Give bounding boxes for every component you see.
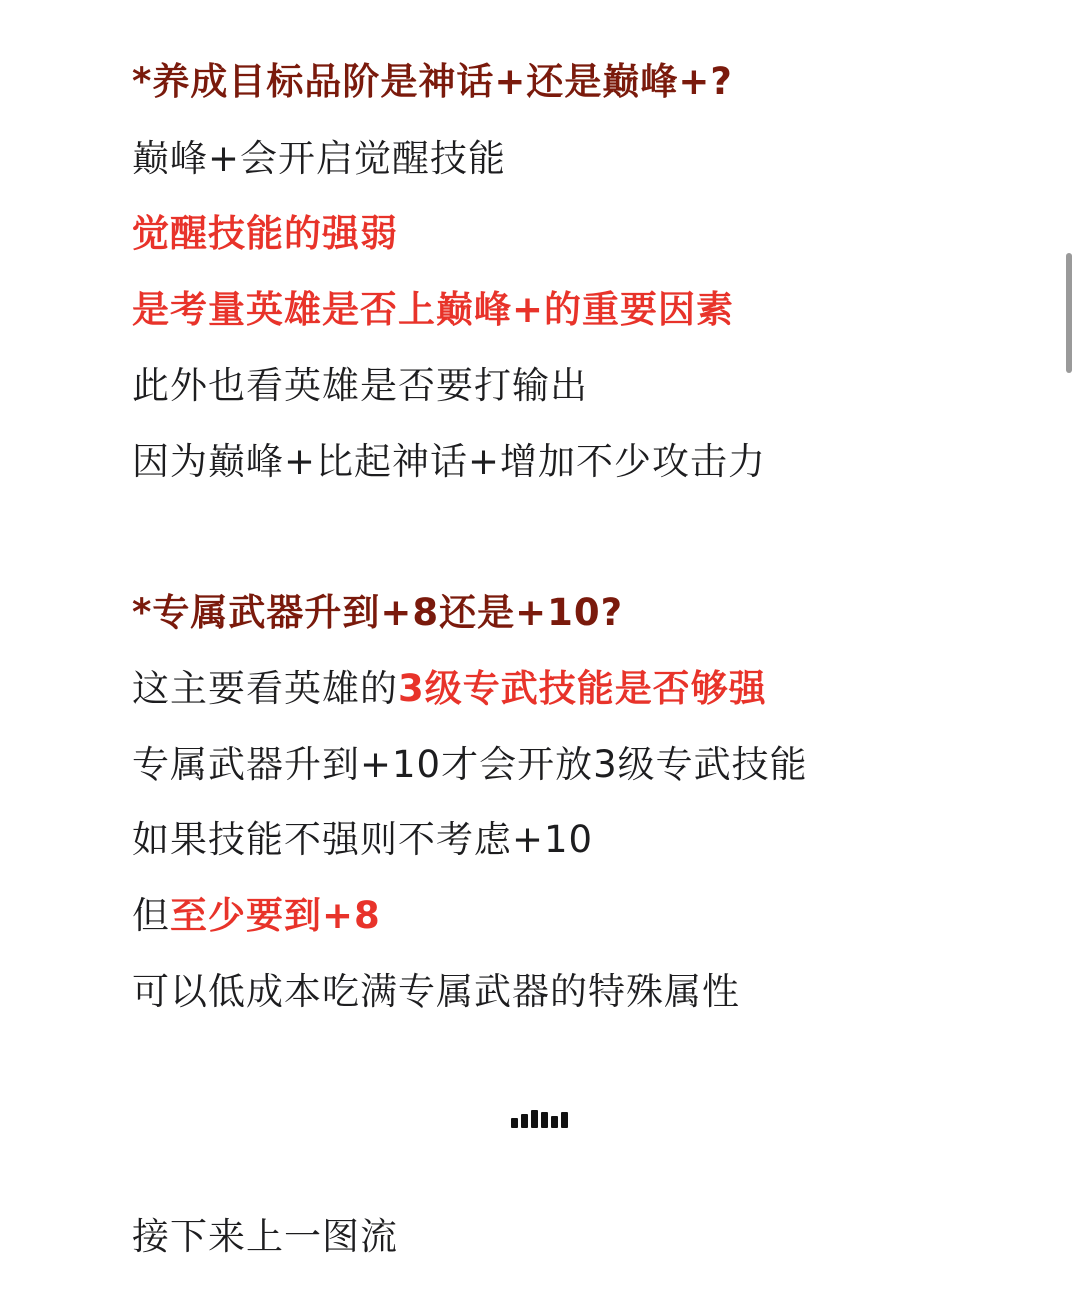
divider-bar [531,1110,538,1128]
vertical-scrollbar[interactable] [1066,253,1072,373]
section2-line4-highlight: 至少要到+8 [170,894,381,937]
section2-line1 [132,667,767,711]
section2-line2: 专属武器升到+10才会开放3级专武技能 [132,743,808,786]
divider-bar [541,1112,548,1128]
section1-highlight1: 觉醒技能的强弱 [132,212,398,255]
divider-bar [521,1114,528,1128]
footer-text: 接下来上一图流 [132,1215,398,1258]
section1-line3: 因为巅峰+比起神话+增加不少攻击力 [132,440,767,483]
section2-line4-prefix: 但 [132,894,170,937]
section2-line3: 如果技能不强则不考虑+10 [132,818,594,861]
section1-line1: 巅峰+会开启觉醒技能 [132,137,507,180]
section1-heading: *养成目标品阶是神话+还是巅峰+? [132,60,733,103]
divider-bar [561,1112,568,1128]
section2-line1-prefix: 这主要看英雄的 [132,667,398,710]
section2-line1-highlight: 3级专武技能是否够强 [398,667,767,710]
section2-line4 [132,894,381,938]
divider-bar [511,1118,518,1128]
section2-heading: *专属武器升到+8还是+10? [132,591,624,634]
section2-line5: 可以低成本吃满专属武器的特殊属性 [132,970,740,1013]
section1-line2: 此外也看英雄是否要打输出 [132,364,588,407]
section1-highlight2: 是考量英雄是否上巅峰+的重要因素 [132,288,735,331]
divider-bars-icon [511,1108,569,1128]
divider-bar [551,1116,558,1128]
